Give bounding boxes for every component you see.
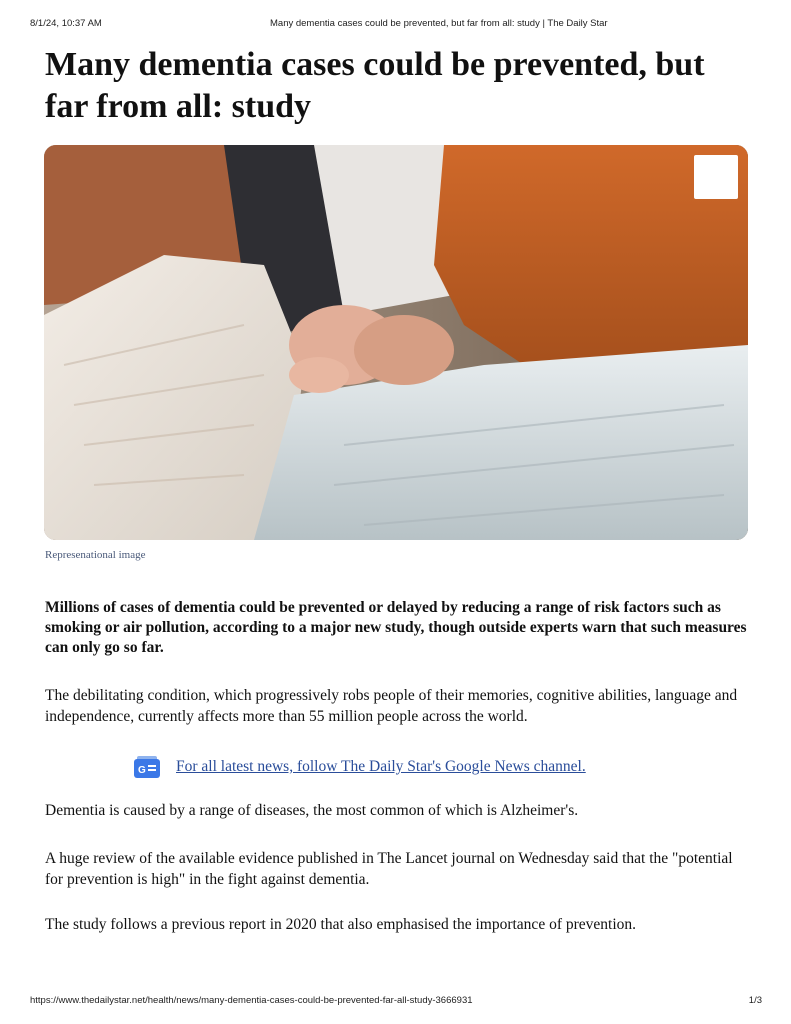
google-news-icon bbox=[134, 756, 160, 778]
print-page-title: Many dementia cases could be prevented, but far from all: study | The Daily Star bbox=[270, 18, 608, 29]
print-url: https://www.thedailystar.net/health/news/many-dementia-cases-could-be-prevented-far-all-study-3666931 bbox=[30, 995, 473, 1006]
google-news-link[interactable]: For all latest news, follow The Daily Star's Google News channel. bbox=[176, 758, 586, 775]
svg-text:G: G bbox=[138, 765, 146, 776]
article-paragraph: A huge review of the available evidence published in The Lancet journal on Wednesday said that the "potential for prevention is high" in the fight against dementia. bbox=[45, 850, 733, 888]
hero-image bbox=[44, 145, 748, 540]
article-paragraph: Dementia is caused by a range of diseases, the most common of which is Alzheimer's. bbox=[45, 802, 579, 819]
print-footer bbox=[30, 995, 762, 1009]
article-lead: Millions of cases of dementia could be prevented or delayed by reducing a range of risk factors such as smoking or air pollution, according to a major new study, though outside experts warn that such measures can only go so far. bbox=[45, 599, 747, 656]
article-paragraph: The debilitating condition, which progressively robs people of their memories, cognitive abilities, language and independence, currently affects more than 55 million people across the world. bbox=[45, 687, 738, 725]
image-caption: Represenational image bbox=[45, 549, 146, 561]
article-headline: Many dementia cases could be prevented, but far from all: study bbox=[45, 46, 705, 125]
print-datetime: 8/1/24, 10:37 AM bbox=[30, 18, 102, 29]
article-paragraph: The study follows a previous report in 2020 that also emphasised the importance of prevention. bbox=[45, 916, 637, 933]
google-news-promo[interactable] bbox=[134, 755, 586, 779]
hero-photo-illustration bbox=[44, 145, 748, 540]
print-page-number: 1/3 bbox=[748, 995, 762, 1006]
print-header bbox=[30, 18, 762, 32]
image-badge bbox=[694, 155, 738, 199]
